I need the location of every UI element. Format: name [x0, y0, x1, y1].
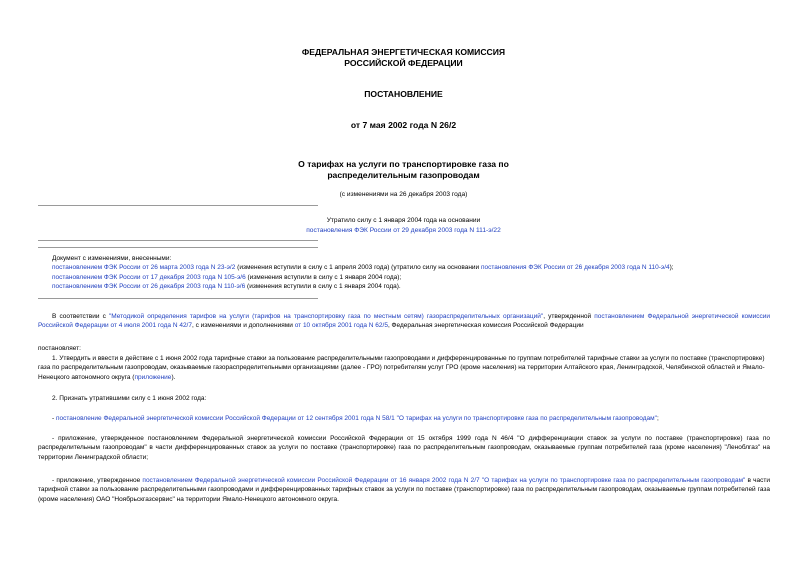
issuer-line-2: РОССИЙСКОЙ ФЕДЕРАЦИИ [344, 58, 463, 68]
amendment-text: ); [669, 264, 674, 272]
decree-item-text: ). [171, 373, 176, 381]
repeal-bullet-1 [38, 414, 770, 423]
doc-date: от 7 мая 2002 года N 26/2 [350, 120, 457, 130]
preamble-text: В соответствии с [52, 313, 109, 320]
bullet-text: - приложение, утвержденное [52, 477, 143, 484]
divider [38, 240, 318, 241]
repeal-link[interactable]: постановлением Федеральной энергетической комиссии Российской Федерации от 16 января 2002 года N 2/7 "О тарифах на услуги по транспортировке газа по распределительным газопроводам" [142, 477, 746, 484]
appendix-link[interactable]: приложение [134, 373, 172, 381]
issuer-line-1: ФЕДЕРАЛЬНАЯ ЭНЕРГЕТИЧЕСКАЯ КОМИССИЯ [301, 47, 506, 57]
preamble-link[interactable]: постановлением Федеральной энергетической комиссии Российской Федерации от 4 июля 2001 года N 42/7 [38, 313, 771, 330]
preamble-link[interactable]: "Методикой определения тарифов на услуги (тарифов на транспортировку газа по местным сетям) газораспределительных организаций" [108, 313, 544, 320]
amendment-link[interactable]: постановлением ФЭК России от 26 марта 2003 года N 23-э/2 [52, 264, 236, 272]
preamble-text: , Федеральная энергетическая комиссия Российской Федерации [387, 322, 584, 330]
expired-text: Утратило силу с 1 января 2004 года на основании [326, 217, 481, 224]
amendments-intro: Документ с изменениями, внесенными: [52, 255, 172, 262]
bullet-dash: - [52, 415, 56, 422]
amendment-text: (изменения вступили в силу с 1 января 2004 года); [245, 273, 402, 281]
amendments-block [52, 254, 772, 291]
amendment-text: (изменения вступили в силу с 1 января 2004 года). [245, 282, 401, 290]
amendment-item [52, 282, 772, 291]
amendment-link[interactable]: постановления ФЭК России от 26 декабря 2003 года N 110-э/4 [481, 264, 670, 272]
preamble-text: , утвержденной [543, 313, 595, 320]
repeal-bullet-2: - приложение, утвержденное постановлением Федеральной энергетической комиссии Российской Федерации от 15 октября 1999 года N 46/4 "О дифференциации ставок за услуги по поставке (транспортировке) газа по распределительным газопроводам" в части дифференцированных ставок за услуги по поставке (транспортировке) газа по распределительным газопроводам, оказываемые группам потребителей газа (кроме населения) "Леноблгаз" на территории Ленинградской области; [38, 435, 770, 461]
decree-item-text: 1. Утвердить и ввести в действие с 1 июня 2002 года тарифные ставки за пользование распределительными газопроводами и дифференцированные по группам потребителей тарифные ставки за услуги по поставке (транспортировке) газа по распределительным газопроводам, оказываемые газораспределительными организациями (далее - ГРО) потребителям услуг ГРО (кроме населения) на территории Алтайского края, Ленинградской, Челябинской областей и Ямало-Ненецкого автономного округа ( [38, 355, 765, 381]
bullet-end: ; [656, 415, 659, 422]
title-line-1: О тарифах на услуги по транспортировке газа по [298, 159, 509, 169]
amendment-link[interactable]: постановлением ФЭК России от 17 декабря 2003 года N 105-э/6 [52, 273, 246, 281]
divider [38, 298, 318, 299]
changes-note: (с изменениями на 26 декабря 2003 года) [339, 191, 468, 198]
title-line-2: распределительным газопроводам [327, 170, 480, 180]
repeal-bullet-3 [38, 476, 770, 504]
divider [38, 247, 318, 248]
decree-keyword: постановляет: [38, 345, 81, 352]
amendment-item [52, 273, 772, 282]
doc-type: ПОСТАНОВЛЕНИЕ [364, 89, 443, 99]
divider [38, 205, 318, 206]
decree-item-1 [38, 354, 770, 382]
bullet-text: в части тарифной ставки за пользование распределительными газопроводами и дифференцированных тарифных ставок за услуги по поставке (транспортировке) газа по распределительным газопроводам, оказываемые группам потребителей газа (кроме населения) ОАО "Ноябрьскгазсервис" на территории Ямало-Ненецкого автономного округа. [38, 477, 770, 503]
amendment-text: (изменения вступили в силу с 1 апреля 2003 года) (утратило силу на основании [235, 264, 481, 272]
amendment-link[interactable]: постановлением ФЭК России от 26 декабря 2003 года N 110-э/6 [52, 282, 246, 290]
preamble-paragraph [38, 312, 770, 331]
repeal-link[interactable]: постановление Федеральной энергетической комиссии Российской Федерации от 12 сентября 2001 года N 58/1 "О тарифах на услуги по транспортировке газа по распределительным газопроводам" [55, 415, 657, 422]
preamble-link[interactable]: от 10 октября 2001 года N 62/5 [294, 322, 388, 330]
expired-link[interactable]: постановления ФЭК России от 29 декабря 2003 года N 111-э/22 [306, 227, 501, 234]
preamble-text: , с изменениями и дополнениями [191, 322, 295, 330]
decree-item-2: 2. Признать утратившими силу с 1 июня 2002 года: [52, 395, 207, 402]
amendment-item [52, 263, 772, 272]
